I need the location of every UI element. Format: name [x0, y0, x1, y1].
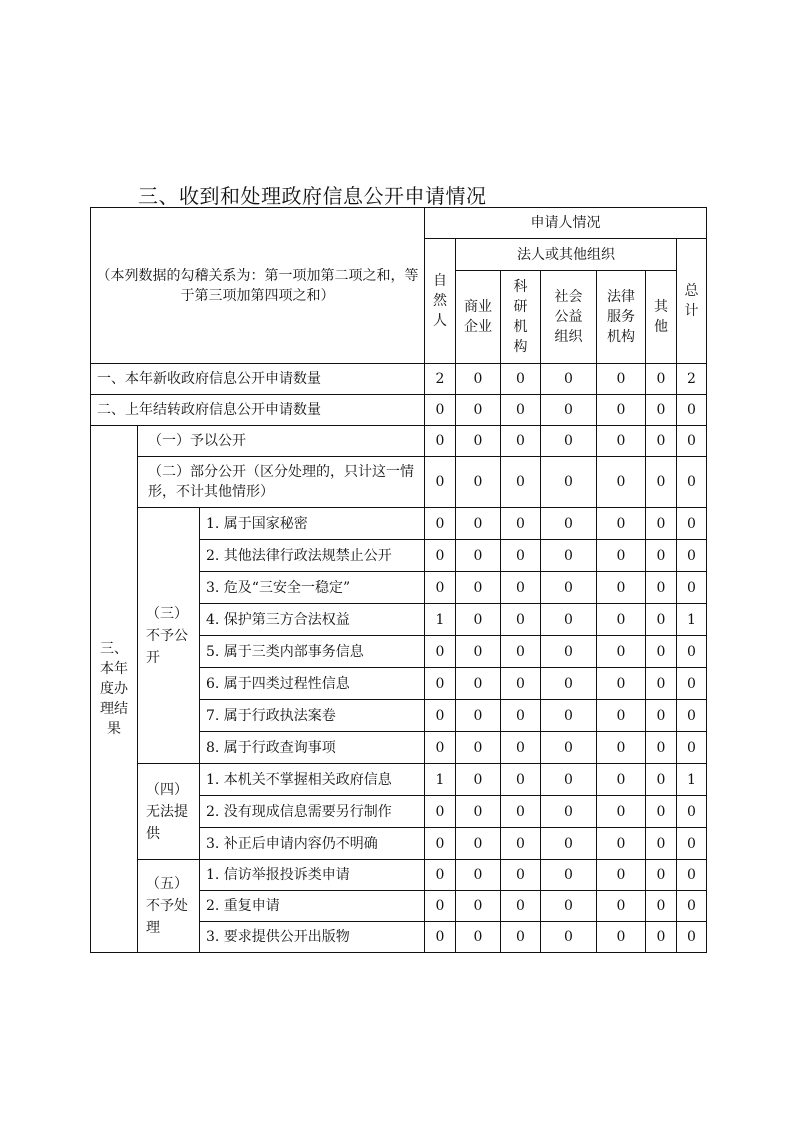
cell-value: 0 [501, 828, 541, 860]
requests-table [90, 207, 707, 953]
cell-value: 0 [677, 426, 707, 457]
table-row [91, 764, 707, 796]
cell-value: 0 [456, 540, 501, 572]
header-applicant-situation: 申请人情况 [425, 208, 707, 239]
cell-value: 0 [456, 668, 501, 700]
cell-value: 0 [597, 508, 646, 540]
cell-value: 0 [501, 508, 541, 540]
row-label: 1. 本机关不掌握相关政府信息 [200, 764, 425, 796]
header-legal-org: 法人或其他组织 [456, 239, 677, 271]
cell-value: 0 [501, 891, 541, 922]
cell-value: 0 [646, 860, 677, 891]
cell-value: 0 [597, 922, 646, 953]
cell-value: 0 [646, 922, 677, 953]
cell-value: 0 [597, 636, 646, 668]
cell-value: 0 [425, 540, 456, 572]
cell-value: 0 [456, 508, 501, 540]
cell-value: 0 [425, 426, 456, 457]
cell-value: 0 [646, 828, 677, 860]
row-label: 4. 保护第三方合法权益 [200, 604, 425, 636]
cell-value: 0 [597, 891, 646, 922]
table-row [91, 457, 707, 508]
cell-value: 0 [646, 457, 677, 508]
cell-value: 0 [501, 364, 541, 395]
row-label: 6. 属于四类过程性信息 [200, 668, 425, 700]
cell-value: 0 [501, 764, 541, 796]
cell-value: 0 [541, 668, 597, 700]
cell-value: 0 [677, 457, 707, 508]
cell-value: 0 [456, 395, 501, 426]
cell-value: 0 [541, 700, 597, 732]
cell-value: 0 [501, 732, 541, 764]
cell-value: 0 [677, 732, 707, 764]
cell-value: 0 [646, 572, 677, 604]
cell-value: 0 [541, 796, 597, 828]
cell-value: 0 [425, 508, 456, 540]
cell-value: 0 [425, 732, 456, 764]
cell-value: 0 [541, 891, 597, 922]
cell-value: 0 [646, 540, 677, 572]
cell-value: 0 [425, 828, 456, 860]
header-total: 总计 [677, 239, 707, 364]
cell-value: 0 [597, 796, 646, 828]
cell-value: 0 [501, 668, 541, 700]
cell-value: 0 [677, 700, 707, 732]
cell-value: 0 [597, 700, 646, 732]
cell-value: 0 [541, 364, 597, 395]
category-not-processed: （五）不予处理 [138, 860, 200, 953]
cell-value: 0 [541, 457, 597, 508]
cell-value: 0 [646, 700, 677, 732]
cell-value: 0 [646, 636, 677, 668]
cell-value: 0 [597, 540, 646, 572]
row-label: 1. 属于国家秘密 [200, 508, 425, 540]
cell-value: 0 [501, 540, 541, 572]
row-label: 二、上年结转政府信息公开申请数量 [91, 395, 425, 426]
cell-value: 0 [646, 508, 677, 540]
cell-value: 1 [425, 604, 456, 636]
cell-value: 0 [597, 764, 646, 796]
cell-value: 0 [677, 572, 707, 604]
cell-value: 0 [456, 636, 501, 668]
cell-value: 0 [646, 426, 677, 457]
cell-value: 0 [456, 860, 501, 891]
header-note: （本列数据的勾稽关系为：第一项加第二项之和，等于第三项加第四项之和） [91, 208, 425, 364]
cell-value: 0 [597, 668, 646, 700]
cell-value: 0 [677, 508, 707, 540]
cell-value: 0 [677, 636, 707, 668]
row-label: 5. 属于三类内部事务信息 [200, 636, 425, 668]
cell-value: 0 [501, 395, 541, 426]
table-row [91, 508, 707, 540]
cell-value: 0 [597, 426, 646, 457]
cell-value: 0 [646, 668, 677, 700]
cell-value: 0 [597, 395, 646, 426]
row-label: （二）部分公开（区分处理的，只计这一情形，不计其他情形） [138, 457, 425, 508]
cell-value: 0 [677, 922, 707, 953]
cell-value: 0 [677, 860, 707, 891]
cell-value: 0 [541, 426, 597, 457]
cell-value: 0 [456, 796, 501, 828]
cell-value: 1 [677, 604, 707, 636]
cell-value: 0 [541, 395, 597, 426]
cell-value: 0 [541, 732, 597, 764]
table-row [91, 860, 707, 891]
cell-value: 0 [425, 636, 456, 668]
table-row [91, 364, 707, 395]
cell-value: 0 [425, 572, 456, 604]
category-not-disclosed: （三）不予公开 [138, 508, 200, 764]
row-label: 3. 要求提供公开出版物 [200, 922, 425, 953]
cell-value: 0 [677, 796, 707, 828]
row-label: 1. 信访举报投诉类申请 [200, 860, 425, 891]
header-public-welfare: 社会公益组织 [541, 271, 597, 364]
cell-value: 0 [425, 668, 456, 700]
row-label: 8. 属于行政查询事项 [200, 732, 425, 764]
cell-value: 0 [425, 395, 456, 426]
cell-value: 0 [456, 572, 501, 604]
cell-value: 2 [677, 364, 707, 395]
results-label: 三、本年度办理结果 [91, 426, 138, 953]
cell-value: 0 [677, 828, 707, 860]
row-label: 3. 危及“三安全一稳定” [200, 572, 425, 604]
cell-value: 0 [597, 732, 646, 764]
cell-value: 0 [456, 457, 501, 508]
table-row [91, 426, 707, 457]
cell-value: 0 [541, 540, 597, 572]
cell-value: 0 [541, 922, 597, 953]
cell-value: 0 [425, 700, 456, 732]
cell-value: 0 [677, 540, 707, 572]
header-natural-person: 自然人 [425, 239, 456, 364]
cell-value: 0 [425, 860, 456, 891]
header-commercial: 商业企业 [456, 271, 501, 364]
cell-value: 0 [456, 764, 501, 796]
row-label: 2. 没有现成信息需要另行制作 [200, 796, 425, 828]
row-label: 2. 其他法律行政法规禁止公开 [200, 540, 425, 572]
cell-value: 0 [677, 891, 707, 922]
row-label: 3. 补正后申请内容仍不明确 [200, 828, 425, 860]
cell-value: 0 [597, 572, 646, 604]
header-legal-service: 法律服务机构 [597, 271, 646, 364]
cell-value: 0 [646, 764, 677, 796]
cell-value: 0 [456, 700, 501, 732]
cell-value: 0 [501, 922, 541, 953]
cell-value: 1 [425, 764, 456, 796]
cell-value: 0 [501, 604, 541, 636]
cell-value: 0 [501, 457, 541, 508]
cell-value: 0 [677, 668, 707, 700]
cell-value: 0 [425, 796, 456, 828]
cell-value: 1 [677, 764, 707, 796]
cell-value: 0 [541, 860, 597, 891]
row-label: （一）予以公开 [138, 426, 425, 457]
cell-value: 0 [597, 364, 646, 395]
cell-value: 0 [646, 604, 677, 636]
cell-value: 0 [425, 922, 456, 953]
cell-value: 0 [501, 572, 541, 604]
cell-value: 0 [541, 828, 597, 860]
cell-value: 0 [541, 508, 597, 540]
cell-value: 0 [541, 764, 597, 796]
cell-value: 0 [456, 828, 501, 860]
cell-value: 0 [501, 636, 541, 668]
section-title: 三、收到和处理政府信息公开申请情况 [138, 184, 487, 208]
cell-value: 0 [646, 395, 677, 426]
cell-value: 0 [501, 426, 541, 457]
cell-value: 0 [456, 922, 501, 953]
cell-value: 0 [597, 457, 646, 508]
cell-value: 0 [501, 860, 541, 891]
cell-value: 0 [425, 891, 456, 922]
cell-value: 0 [456, 891, 501, 922]
cell-value: 0 [541, 604, 597, 636]
cell-value: 0 [597, 604, 646, 636]
cell-value: 2 [425, 364, 456, 395]
cell-value: 0 [501, 700, 541, 732]
cell-value: 0 [597, 860, 646, 891]
cell-value: 0 [541, 572, 597, 604]
row-label: 2. 重复申请 [200, 891, 425, 922]
cell-value: 0 [646, 732, 677, 764]
cell-value: 0 [677, 395, 707, 426]
cell-value: 0 [456, 732, 501, 764]
cell-value: 0 [456, 426, 501, 457]
cell-value: 0 [456, 364, 501, 395]
cell-value: 0 [501, 796, 541, 828]
cell-value: 0 [646, 891, 677, 922]
cell-value: 0 [456, 604, 501, 636]
cell-value: 0 [597, 828, 646, 860]
row-label: 7. 属于行政执法案卷 [200, 700, 425, 732]
row-label: 一、本年新收政府信息公开申请数量 [91, 364, 425, 395]
cell-value: 0 [646, 796, 677, 828]
category-unable: （四）无法提供 [138, 764, 200, 860]
cell-value: 0 [646, 364, 677, 395]
table-row [91, 395, 707, 426]
header-research: 科研机构 [501, 271, 541, 364]
header-other: 其他 [646, 271, 677, 364]
cell-value: 0 [425, 457, 456, 508]
cell-value: 0 [541, 636, 597, 668]
